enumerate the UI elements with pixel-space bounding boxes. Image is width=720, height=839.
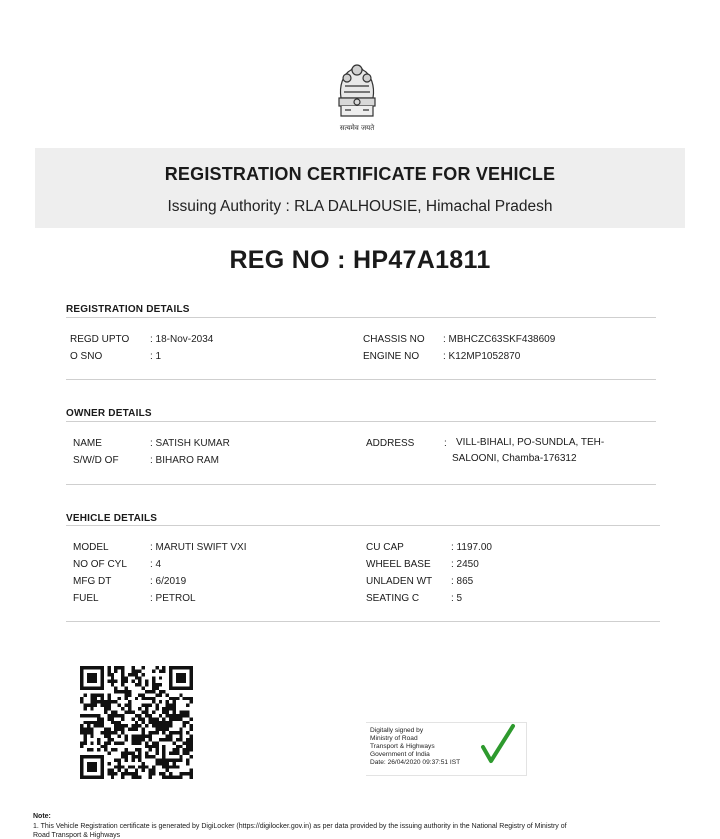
regd-upto-value: : 18-Nov-2034 (150, 334, 214, 345)
wheelbase-value: : 2450 (451, 559, 479, 570)
fuel-label: FUEL (73, 593, 99, 604)
divider (66, 317, 656, 318)
cyl-value: : 4 (150, 559, 162, 570)
note-heading: Note: (33, 813, 51, 820)
address-line-2: SALOONI, Chamba-176312 (452, 453, 577, 464)
seating-value: : 5 (451, 593, 463, 604)
cyl-label: NO OF CYL (73, 559, 127, 570)
address-line-1: VILL-BIHALI, PO-SUNDLA, TEH- (456, 437, 605, 448)
divider (66, 421, 656, 422)
mfg-value: : 6/2019 (150, 576, 187, 587)
title-banner (35, 148, 685, 228)
divider (66, 621, 660, 622)
mfg-label: MFG DT (73, 576, 112, 587)
engine-value: : K12MP1052870 (443, 351, 521, 362)
signature-line: Transport & Highways (370, 743, 435, 750)
unladen-label: UNLADEN WT (366, 576, 433, 587)
page-title: REGISTRATION CERTIFICATE FOR VEHICLE (164, 164, 556, 184)
registration-details-heading: REGISTRATION DETAILS (66, 304, 190, 315)
swd-label: S/W/D OF (73, 455, 119, 466)
owner-name-label: NAME (73, 438, 102, 449)
signature-line: Digitally signed by (370, 727, 424, 734)
chassis-value: : MBHCZC63SKF438609 (443, 334, 556, 345)
divider (66, 525, 660, 526)
note-text-continued: Road Transport & Highways (33, 832, 121, 839)
regd-upto-label: REGD UPTO (70, 334, 130, 345)
divider (66, 484, 656, 485)
fuel-value: : PETROL (150, 593, 196, 604)
address-colon: : (444, 438, 447, 449)
registration-number: REG NO : HP47A1811 (229, 246, 491, 274)
o-sno-value: : 1 (150, 351, 162, 362)
wheelbase-label: WHEEL BASE (366, 559, 431, 570)
unladen-value: : 865 (451, 576, 474, 587)
signature-date: Date: 26/04/2020 09:37:51 IST (370, 759, 461, 766)
owner-details-heading: OWNER DETAILS (66, 408, 152, 419)
address-label: ADDRESS (366, 438, 415, 449)
divider (66, 379, 656, 380)
swd-value: : BIHARO RAM (150, 455, 219, 466)
qr-code-icon (80, 666, 193, 779)
model-label: MODEL (73, 542, 109, 553)
signature-line: Government of India (370, 751, 430, 758)
vehicle-details-heading: VEHICLE DETAILS (66, 513, 158, 524)
owner-name-value: : SATISH KUMAR (150, 438, 230, 449)
note-text: 1. This Vehicle Registration certificate is generated by DigiLocker (https://digilocker.gov.in) as per data provided by the issuing authority in the National Registry of Ministry of (33, 823, 567, 830)
check-mark-icon (480, 723, 516, 767)
o-sno-label: O SNO (70, 351, 103, 362)
signature-line: Ministry of Road (370, 735, 418, 742)
seating-label: SEATING C (366, 593, 420, 604)
cucap-label: CU CAP (366, 542, 404, 553)
emblem-caption: सत्यमेव जयते (339, 124, 375, 132)
engine-label: ENGINE NO (363, 351, 420, 362)
address-value (452, 435, 656, 467)
digital-signature-box (366, 722, 527, 776)
chassis-label: CHASSIS NO (363, 334, 425, 345)
signature-text (370, 727, 460, 767)
cucap-value: : 1197.00 (451, 542, 492, 553)
issuing-authority: Issuing Authority : RLA DALHOUSIE, Himachal Pradesh (167, 198, 553, 215)
model-value: : MARUTI SWIFT VXI (150, 542, 247, 553)
